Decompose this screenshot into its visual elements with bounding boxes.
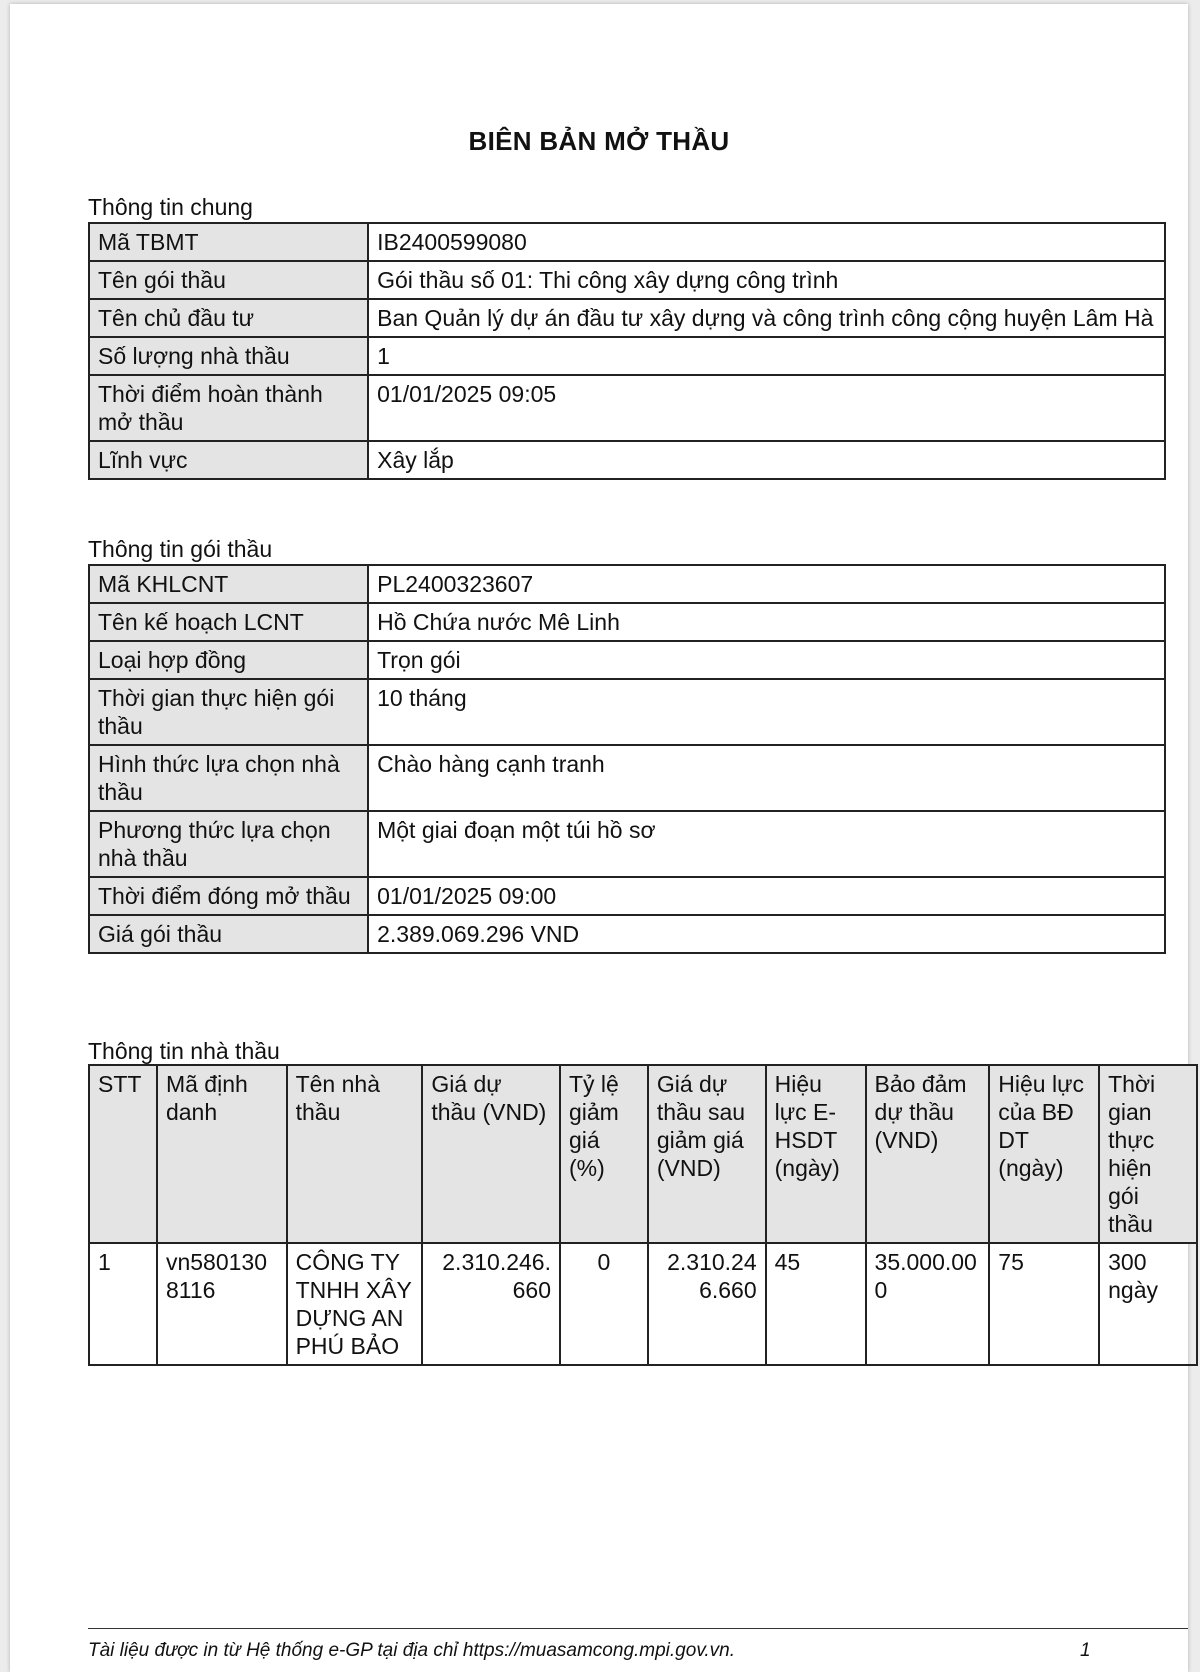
table-cell: 35.000.000 bbox=[866, 1243, 990, 1365]
column-header: Tên nhà thầu bbox=[287, 1065, 423, 1243]
table-row bbox=[89, 915, 1165, 953]
package-info-heading: Thông tin gói thầu bbox=[88, 536, 273, 562]
field-value: Ban Quản lý dự án đầu tư xây dựng và công trình công cộng huyện Lâm Hà bbox=[368, 299, 1165, 337]
footer-source-text: Tài liệu được in từ Hệ thống e-GP tại địa chỉ https://muasamcong.mpi.gov.vn. bbox=[88, 1640, 736, 1661]
general-info-table bbox=[88, 222, 1166, 480]
field-label: Giá gói thầu bbox=[89, 915, 368, 953]
field-value: Chào hàng cạnh tranh bbox=[368, 745, 1165, 811]
field-value: 01/01/2025 09:05 bbox=[368, 375, 1165, 441]
table-row bbox=[89, 223, 1165, 261]
field-value: Trọn gói bbox=[368, 641, 1165, 679]
table-cell: 2.310.246.660 bbox=[422, 1243, 560, 1365]
table-row bbox=[89, 565, 1165, 603]
field-label: Thời điểm đóng mở thầu bbox=[89, 877, 368, 915]
table-cell: 45 bbox=[766, 1243, 866, 1365]
field-label: Loại hợp đồng bbox=[89, 641, 368, 679]
package-info-table bbox=[88, 564, 1166, 954]
field-label: Hình thức lựa chọn nhà thầu bbox=[89, 745, 368, 811]
document-page bbox=[10, 4, 1188, 1672]
column-header: Giá dự thầu sau giảm giá (VND) bbox=[648, 1065, 766, 1243]
document-title: BIÊN BẢN MỞ THẦU bbox=[468, 126, 730, 156]
table-row bbox=[89, 337, 1165, 375]
column-header: Thời gian thực hiện gói thầu bbox=[1099, 1065, 1197, 1243]
contractor-info-heading: Thông tin nhà thầu bbox=[88, 1038, 280, 1064]
table-cell: 0 bbox=[560, 1243, 648, 1365]
table-row bbox=[89, 641, 1165, 679]
table-cell: 300 ngày bbox=[1099, 1243, 1197, 1365]
column-header: Hiệu lực của BĐ DT (ngày) bbox=[989, 1065, 1099, 1243]
column-header: Hiệu lực E-HSDT (ngày) bbox=[766, 1065, 866, 1243]
column-header: Giá dự thầu (VND) bbox=[422, 1065, 560, 1243]
contractor-table bbox=[88, 1064, 1198, 1366]
table-cell: CÔNG TY TNHH XÂY DỰNG AN PHÚ BẢO bbox=[287, 1243, 423, 1365]
table-cell: 1 bbox=[89, 1243, 157, 1365]
column-header: Tỷ lệ giảm giá (%) bbox=[560, 1065, 648, 1243]
page-number: 1 bbox=[1080, 1640, 1091, 1661]
table-row bbox=[89, 1243, 1197, 1365]
field-label: Tên chủ đầu tư bbox=[89, 299, 368, 337]
field-value: Một giai đoạn một túi hồ sơ bbox=[368, 811, 1165, 877]
table-row bbox=[89, 679, 1165, 745]
field-label: Thời điểm hoàn thành mở thầu bbox=[89, 375, 368, 441]
field-value: 2.389.069.296 VND bbox=[368, 915, 1165, 953]
table-row bbox=[89, 375, 1165, 441]
field-label: Lĩnh vực bbox=[89, 441, 368, 479]
field-value: Hồ Chứa nước Mê Linh bbox=[368, 603, 1165, 641]
column-header: STT bbox=[89, 1065, 157, 1243]
general-info-heading: Thông tin chung bbox=[88, 194, 253, 220]
table-row bbox=[89, 441, 1165, 479]
field-value: PL2400323607 bbox=[368, 565, 1165, 603]
field-value: 1 bbox=[368, 337, 1165, 375]
table-cell: 75 bbox=[989, 1243, 1099, 1365]
table-row bbox=[89, 603, 1165, 641]
field-value: 01/01/2025 09:00 bbox=[368, 877, 1165, 915]
field-label: Số lượng nhà thầu bbox=[89, 337, 368, 375]
field-label: Tên kế hoạch LCNT bbox=[89, 603, 368, 641]
table-row bbox=[89, 261, 1165, 299]
table-row bbox=[89, 745, 1165, 811]
field-label: Tên gói thầu bbox=[89, 261, 368, 299]
field-value: Gói thầu số 01: Thi công xây dựng công trình bbox=[368, 261, 1165, 299]
field-label: Mã KHLCNT bbox=[89, 565, 368, 603]
table-cell: 2.310.246.660 bbox=[648, 1243, 766, 1365]
table-cell: vn5801308116 bbox=[157, 1243, 287, 1365]
footer-divider bbox=[88, 1628, 1188, 1629]
table-row bbox=[89, 877, 1165, 915]
field-label: Mã TBMT bbox=[89, 223, 368, 261]
table-row bbox=[89, 811, 1165, 877]
field-value: IB2400599080 bbox=[368, 223, 1165, 261]
field-label: Thời gian thực hiện gói thầu bbox=[89, 679, 368, 745]
column-header: Bảo đảm dự thầu (VND) bbox=[866, 1065, 990, 1243]
table-row bbox=[89, 299, 1165, 337]
column-header: Mã định danh bbox=[157, 1065, 287, 1243]
field-label: Phương thức lựa chọn nhà thầu bbox=[89, 811, 368, 877]
table-header-row bbox=[89, 1065, 1197, 1243]
field-value: Xây lắp bbox=[368, 441, 1165, 479]
field-value: 10 tháng bbox=[368, 679, 1165, 745]
